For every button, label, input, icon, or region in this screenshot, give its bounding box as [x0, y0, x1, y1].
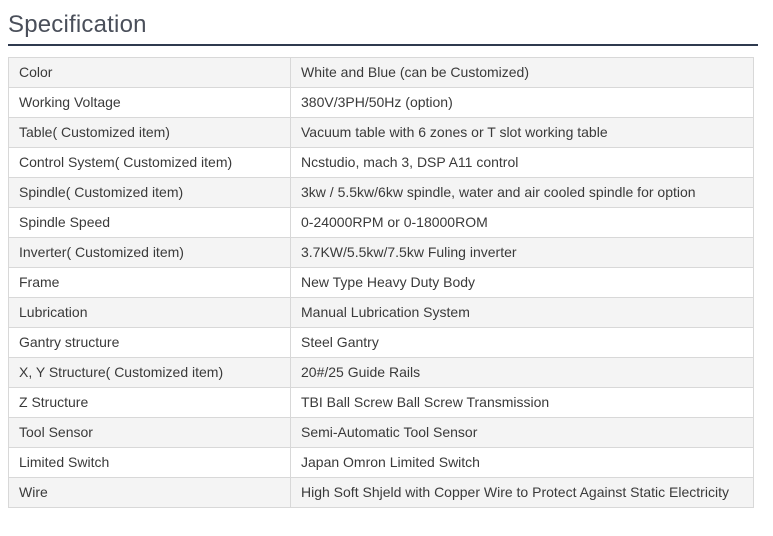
spec-value: Ncstudio, mach 3, DSP A11 control	[291, 148, 754, 178]
spec-value: Japan Omron Limited Switch	[291, 448, 754, 478]
spec-label: Lubrication	[9, 298, 291, 328]
spec-label: Z Structure	[9, 388, 291, 418]
table-row	[9, 178, 754, 208]
table-row	[9, 418, 754, 448]
spec-value: Vacuum table with 6 zones or T slot working table	[291, 118, 754, 148]
table-row	[9, 118, 754, 148]
table-row	[9, 388, 754, 418]
spec-label: Wire	[9, 478, 291, 508]
spec-label: Inverter( Customized item)	[9, 238, 291, 268]
title-divider	[8, 44, 758, 46]
spec-value: 0-24000RPM or 0-18000ROM	[291, 208, 754, 238]
spec-label: Gantry structure	[9, 328, 291, 358]
spec-label: Spindle( Customized item)	[9, 178, 291, 208]
table-row	[9, 268, 754, 298]
spec-label: Color	[9, 58, 291, 88]
spec-label: Working Voltage	[9, 88, 291, 118]
table-row	[9, 298, 754, 328]
table-row	[9, 478, 754, 508]
table-row	[9, 238, 754, 268]
spec-label: X, Y Structure( Customized item)	[9, 358, 291, 388]
spec-value: New Type Heavy Duty Body	[291, 268, 754, 298]
spec-label: Limited Switch	[9, 448, 291, 478]
spec-value: Semi-Automatic Tool Sensor	[291, 418, 754, 448]
spec-label: Frame	[9, 268, 291, 298]
page-title: Specification	[8, 11, 147, 38]
spec-value: Manual Lubrication System	[291, 298, 754, 328]
spec-value: Steel Gantry	[291, 328, 754, 358]
spec-value: 380V/3PH/50Hz (option)	[291, 88, 754, 118]
spec-value: 20#/25 Guide Rails	[291, 358, 754, 388]
table-row	[9, 148, 754, 178]
table-row	[9, 88, 754, 118]
spec-value: 3kw / 5.5kw/6kw spindle, water and air cooled spindle for option	[291, 178, 754, 208]
table-row	[9, 358, 754, 388]
spec-value: High Soft Shjeld with Copper Wire to Protect Against Static Electricity	[291, 478, 754, 508]
spec-label: Tool Sensor	[9, 418, 291, 448]
spec-value: 3.7KW/5.5kw/7.5kw Fuling inverter	[291, 238, 754, 268]
spec-value: TBI Ball Screw Ball Screw Transmission	[291, 388, 754, 418]
spec-label: Spindle Speed	[9, 208, 291, 238]
spec-label: Table( Customized item)	[9, 118, 291, 148]
specification-table	[8, 57, 754, 508]
spec-value: White and Blue (can be Customized)	[291, 58, 754, 88]
table-row	[9, 328, 754, 358]
table-row	[9, 58, 754, 88]
spec-label: Control System( Customized item)	[9, 148, 291, 178]
table-row	[9, 208, 754, 238]
table-row	[9, 448, 754, 478]
